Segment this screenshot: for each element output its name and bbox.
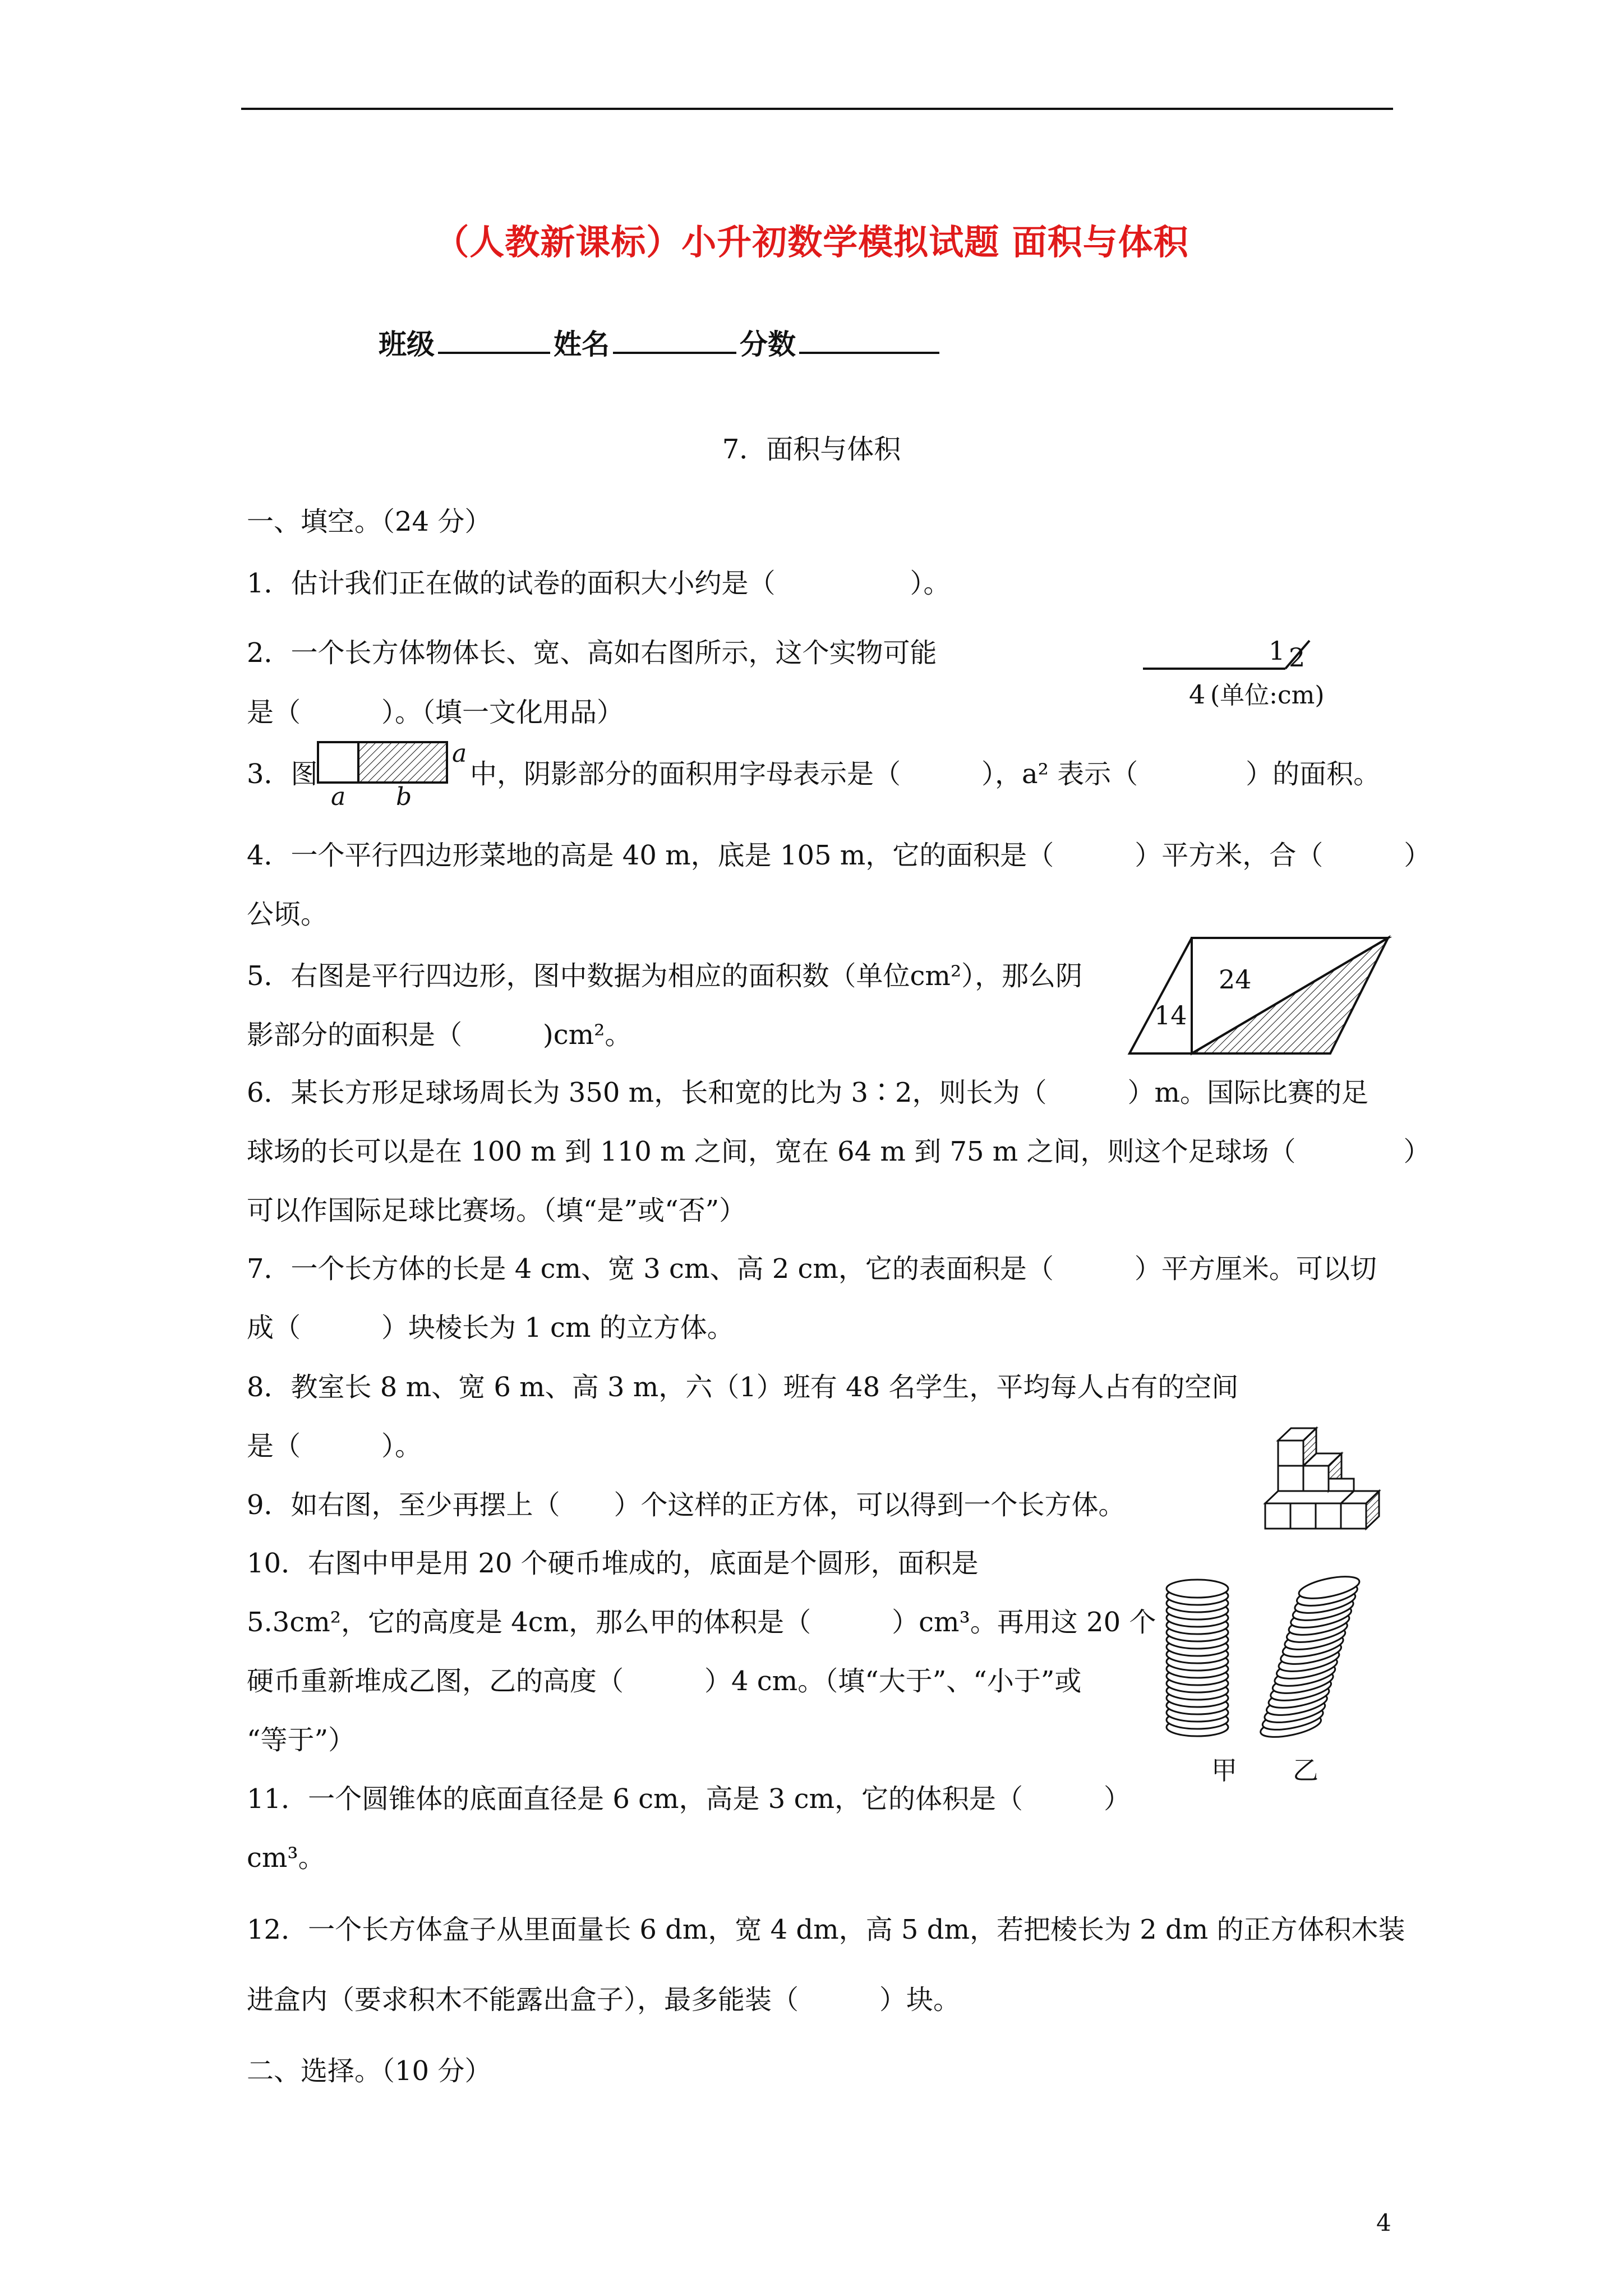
question-6-line-2: 球场的长可以是在 100 m 到 110 m 之间，宽在 64 m 到 75 m 之间，则这个足球场（ ） [247, 1136, 1431, 1167]
question-8-line-2: 是（ ）。 [247, 1430, 422, 1462]
class-label: 班级 [379, 328, 435, 361]
question-6-line-1: 6．某长方形足球场周长为 350 m，长和宽的比为 3∶2，则长为（ ）m。国际比赛的足 [247, 1077, 1369, 1108]
q3-bottom-b-label: b [396, 783, 412, 807]
q3-rect-figure [315, 739, 478, 807]
q5-parallelogram-figure [1127, 931, 1396, 1060]
question-2-line-2: 是（ ）。（填一文化用品） [247, 697, 624, 728]
section-heading-choice: 二、选择。（10 分） [247, 2055, 492, 2087]
q5-top-area-label: 24 [1219, 964, 1252, 995]
page-title: （人教新课标）小升初数学模拟试题 面积与体积 [434, 222, 1189, 263]
student-info-line [379, 322, 943, 362]
question-1: 1．估计我们正在做的试卷的面积大小约是（ ）。 [247, 568, 951, 599]
q10-yi-label: 乙 [1293, 1755, 1318, 1786]
section-heading-fill: 一、填空。（24 分） [247, 506, 492, 537]
q2-box-figure [1138, 634, 1374, 712]
question-10-line-4: “等于”） [247, 1724, 356, 1756]
q2-length-label: 4 [1189, 679, 1206, 710]
question-10-line-3: 硬币重新堆成乙图，乙的高度（ ）4 cm。（填“大于”、“小于”或 [247, 1665, 1082, 1697]
question-3-prefix: 3．图 [247, 758, 318, 790]
q3-bottom-a-label: a [331, 783, 346, 807]
score-field[interactable] [799, 327, 939, 354]
question-7-line-1: 7．一个长方体的长是 4 cm、宽 3 cm、高 2 cm，它的表面积是（ ）平方厘米。可以切 [247, 1253, 1377, 1285]
question-5-line-1: 5．右图是平行四边形，图中数据为相应的面积数（单位cm²），那么阴 [247, 960, 1083, 992]
coin-jia [1166, 1580, 1228, 1598]
q2-unit-label: (单位:cm) [1210, 681, 1325, 710]
question-6-line-3: 可以作国际足球比赛场。（填“是”或“否”） [247, 1195, 746, 1226]
question-9: 9．如右图，至少再摆上（ ）个这样的正方体，可以得到一个长方体。 [247, 1489, 1126, 1521]
question-5-line-2: 影部分的面积是（ )cm²。 [247, 1019, 632, 1051]
name-label: 姓名 [554, 328, 610, 361]
question-10-line-2: 5.3cm²，它的高度是 4cm，那么甲的体积是（ ）cm³。再用这 20 个 [247, 1607, 1156, 1638]
class-field[interactable] [438, 327, 550, 354]
question-12-line-1: 12．一个长方体盒子从里面量长 6 dm，宽 4 dm，高 5 dm，若把棱长为 2 dm 的正方体积木装 [247, 1914, 1405, 1945]
section-subtitle: 7．面积与体积 [722, 434, 901, 465]
question-8-line-1: 8．教室长 8 m、宽 6 m、高 3 m，六（1）班有 48 名学生，平均每人占有的空间 [247, 1372, 1239, 1403]
header-rule [241, 108, 1393, 110]
q10-jia-label: 甲 [1211, 1755, 1237, 1786]
question-4-line-1: 4．一个平行四边形菜地的高是 40 m，底是 105 m，它的面积是（ ）平方米，合（ ） [247, 840, 1431, 871]
question-12-line-2: 进盒内（要求积木不能露出盒子），最多能装（ ）块。 [247, 1984, 961, 2016]
page-number: 4 [1376, 2209, 1391, 2237]
name-field[interactable] [613, 327, 736, 354]
q9-cubes-figure [1262, 1419, 1391, 1543]
q2-height-label: 2 [1289, 642, 1306, 673]
q2-width-label: 1 [1269, 636, 1285, 666]
question-7-line-2: 成（ ）块棱长为 1 cm 的立方体。 [247, 1312, 734, 1343]
score-label: 分数 [740, 328, 796, 361]
q3-side-a-label: a [452, 739, 467, 768]
question-10-line-1: 10．右图中甲是用 20 个硬币堆成的，底面是个圆形，面积是 [247, 1548, 979, 1579]
question-11-line-1: 11．一个圆锥体的底面直径是 6 cm，高是 3 cm，它的体积是（ ） [247, 1783, 1131, 1815]
q10-coin-stacks-figure [1161, 1571, 1385, 1795]
question-2-line-1: 2．一个长方体物体长、宽、高如右图所示，这个实物可能 [247, 637, 937, 669]
q5-left-area-label: 14 [1154, 1000, 1187, 1030]
question-11-line-2: cm³。 [247, 1842, 325, 1874]
question-3-text: 中，阴影部分的面积用字母表示是（ ），a² 表示（ ）的面积。 [470, 758, 1381, 790]
question-4-line-2: 公顷。 [247, 899, 328, 930]
